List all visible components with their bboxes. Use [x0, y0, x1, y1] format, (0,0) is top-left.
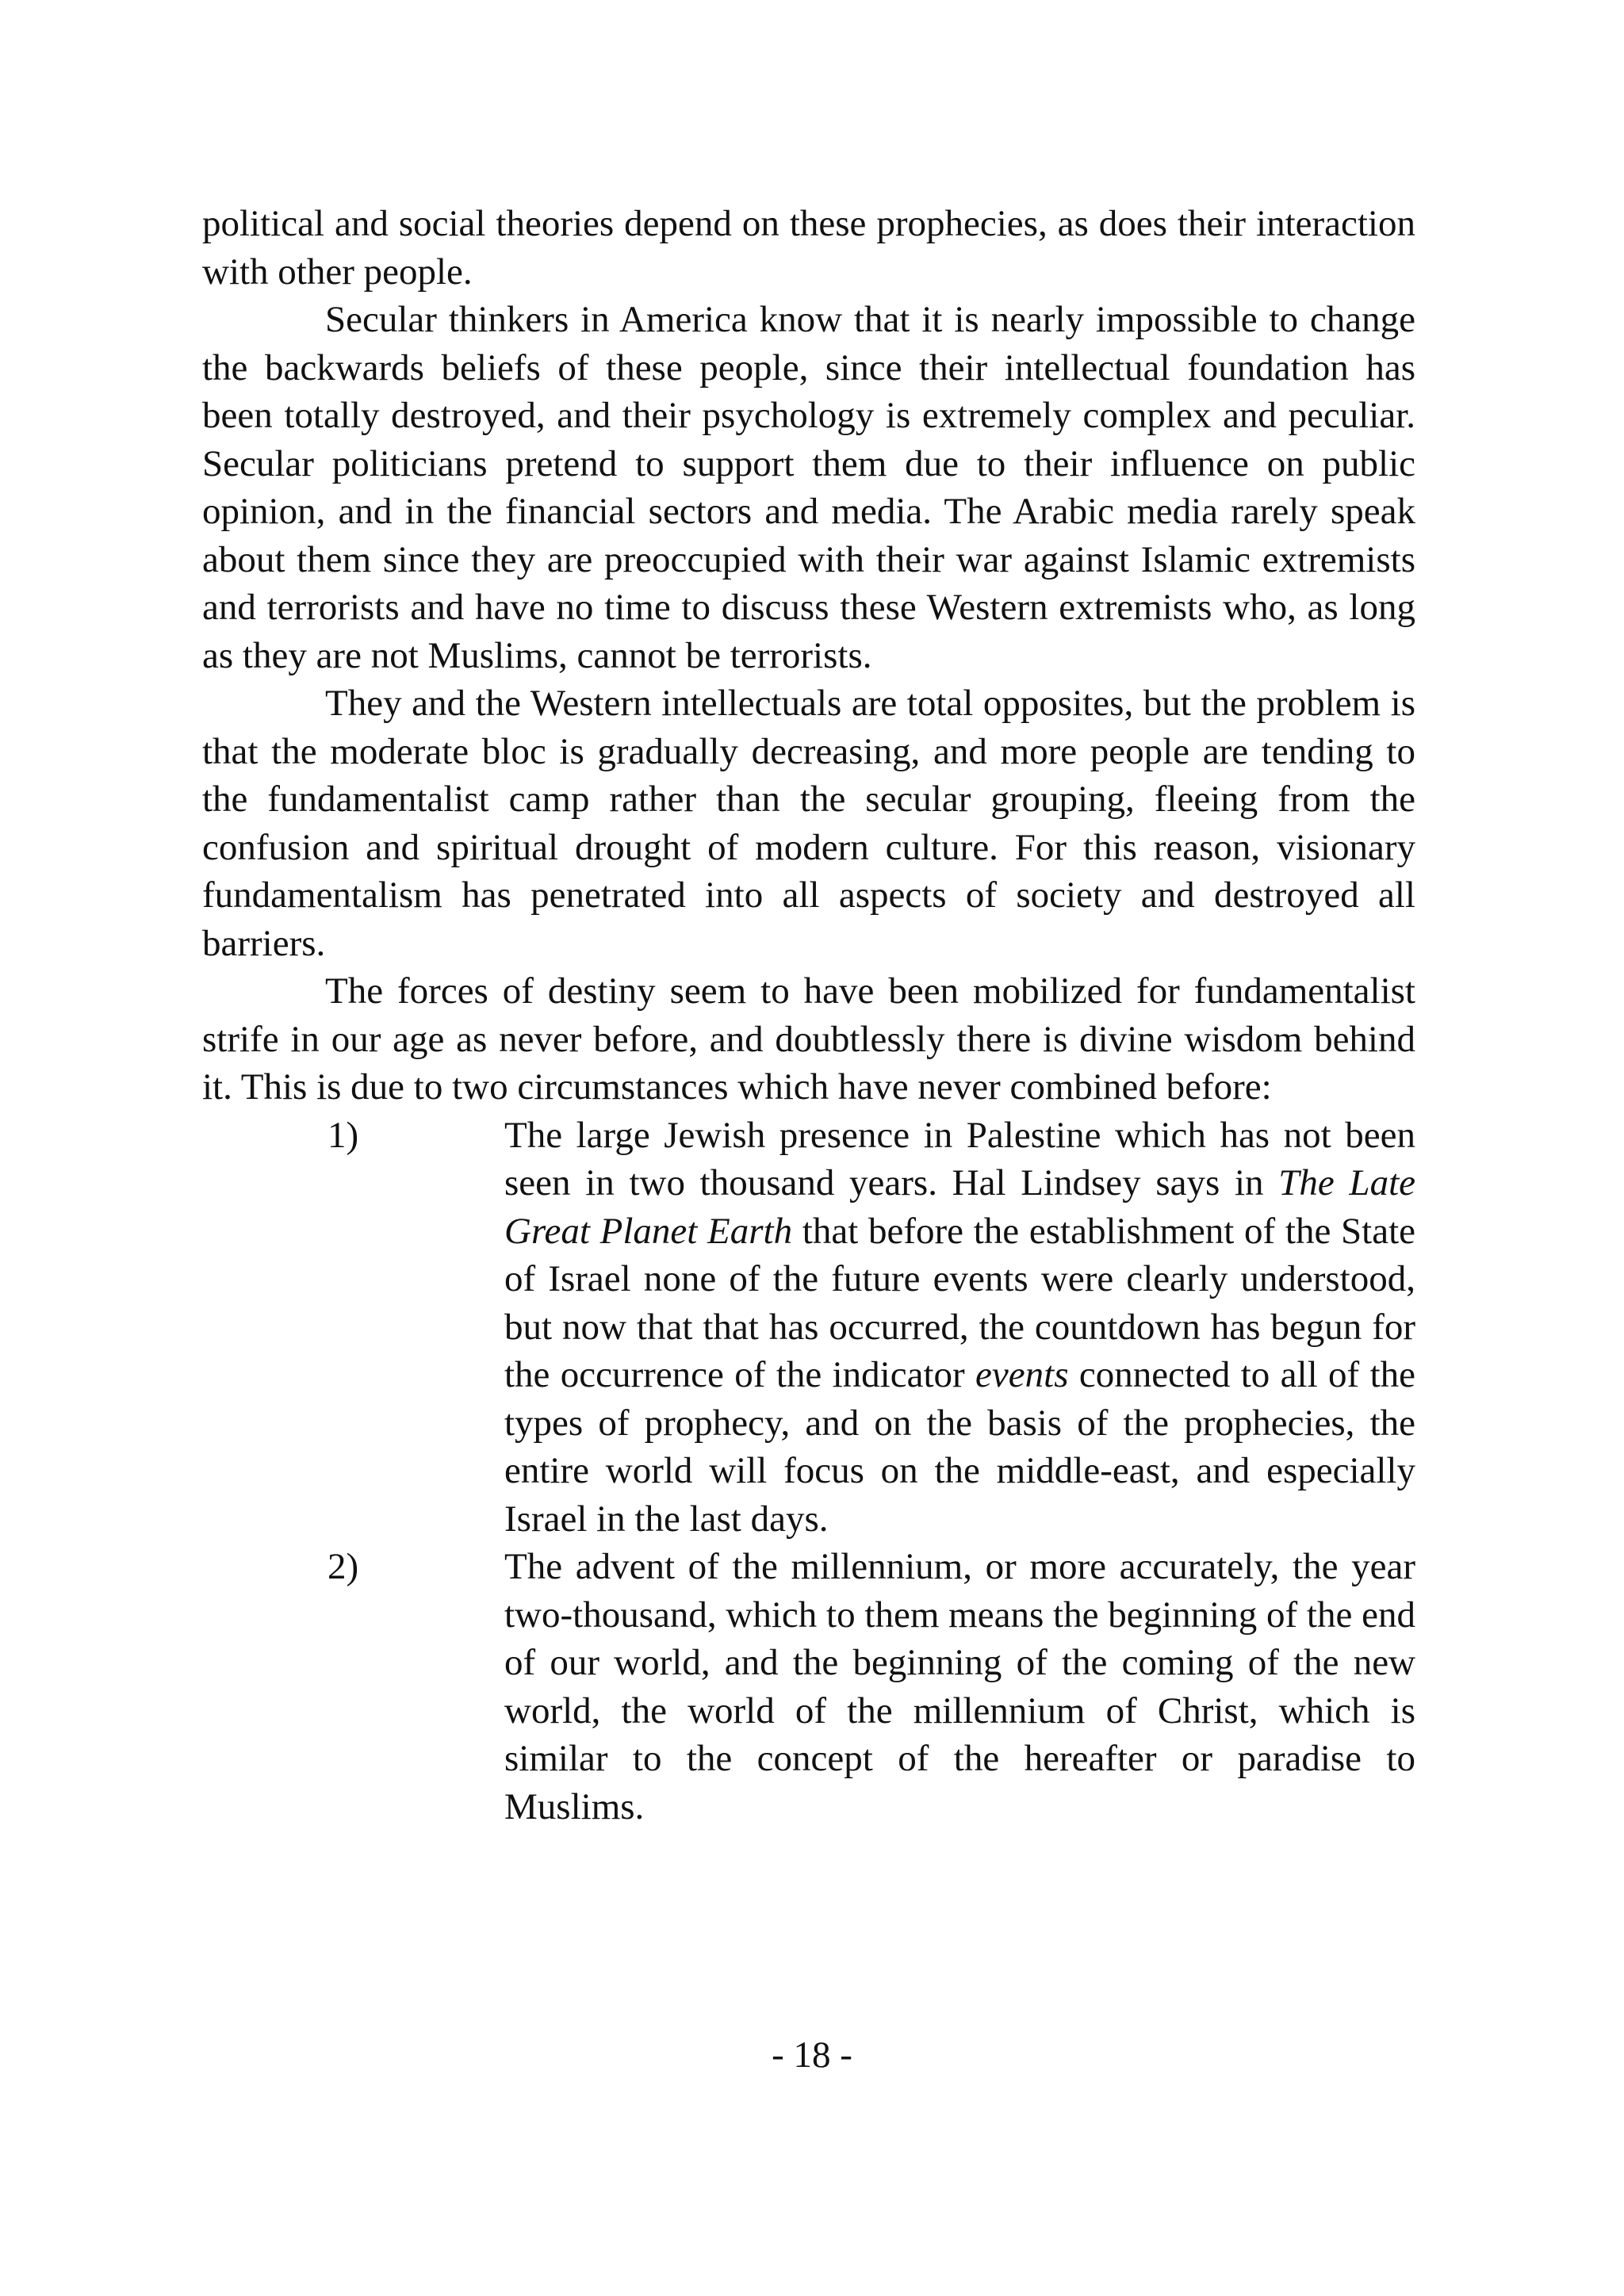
list-text-part: The large Jewish presence in Palestine which has not been seen in two thousand years. Hal Lindsey says in	[504, 1114, 1415, 1203]
list-number: 1)	[327, 1114, 359, 1156]
list-item-2	[202, 1543, 1415, 1831]
book-title: The Late Great Planet Earth	[504, 1162, 1415, 1252]
paragraph-3: They and the Western intellectuals are total opposites, but the problem is that the moderate bloc is gradually decreasing, and more people are tending to the fundamentalist camp rather than the secular grouping, fleeing from the confusion and spiritual drought of modern culture. For this reason, visionary fundamentalism has penetrated into all aspects of society and destroyed all barriers.	[202, 683, 1415, 964]
page-number: - 18 -	[772, 2034, 852, 2076]
list-item-1	[202, 1112, 1415, 1544]
numbered-list	[202, 1112, 1415, 1831]
list-text-part: connected to all of the types of prophecy, and on the basis of the prophecies, the entire world will focus on the middle-east, and especially Israel in the last days.	[504, 1354, 1415, 1540]
paragraph-4: The forces of destiny seem to have been mobilized for fundamentalist strife in our age as never before, and doubtlessly there is divine wisdom behind it. This is due to two circumstances which have never combined before:	[202, 970, 1415, 1108]
list-number: 2)	[327, 1546, 359, 1587]
page-body	[202, 200, 1415, 1831]
list-text-part: that before the establishment of the State of Israel none of the future events were clearly understood, but now that that has occurred, the countdown has begun for the occurrence of the indicator	[504, 1210, 1416, 1395]
list-item-text	[504, 1115, 1415, 1540]
emphasized-word: events	[975, 1354, 1069, 1395]
paragraph-1: political and social theories depend on these prophecies, as does their interaction with other people.	[202, 203, 1415, 293]
list-item-text: The advent of the millennium, or more accurately, the year two-thousand, which to them means the beginning of the end of our world, and the beginning of the coming of the new world, the world of the millennium of Christ, which is similar to the concept of the hereafter or paradise to Muslims.	[504, 1546, 1415, 1827]
paragraph-2: Secular thinkers in America know that it is nearly impossible to change the backwards beliefs of these people, since their intellectual foundation has been totally destroyed, and their psychology is extremely complex and peculiar. Secular politicians pretend to support them due to their influence on public opinion, and in the financial sectors and media. The Arabic media rarely speak about them since they are preoccupied with their war against Islamic extremists and terrorists and have no time to discuss these Western extremists who, as long as they are not Muslims, cannot be terrorists.	[202, 299, 1415, 676]
